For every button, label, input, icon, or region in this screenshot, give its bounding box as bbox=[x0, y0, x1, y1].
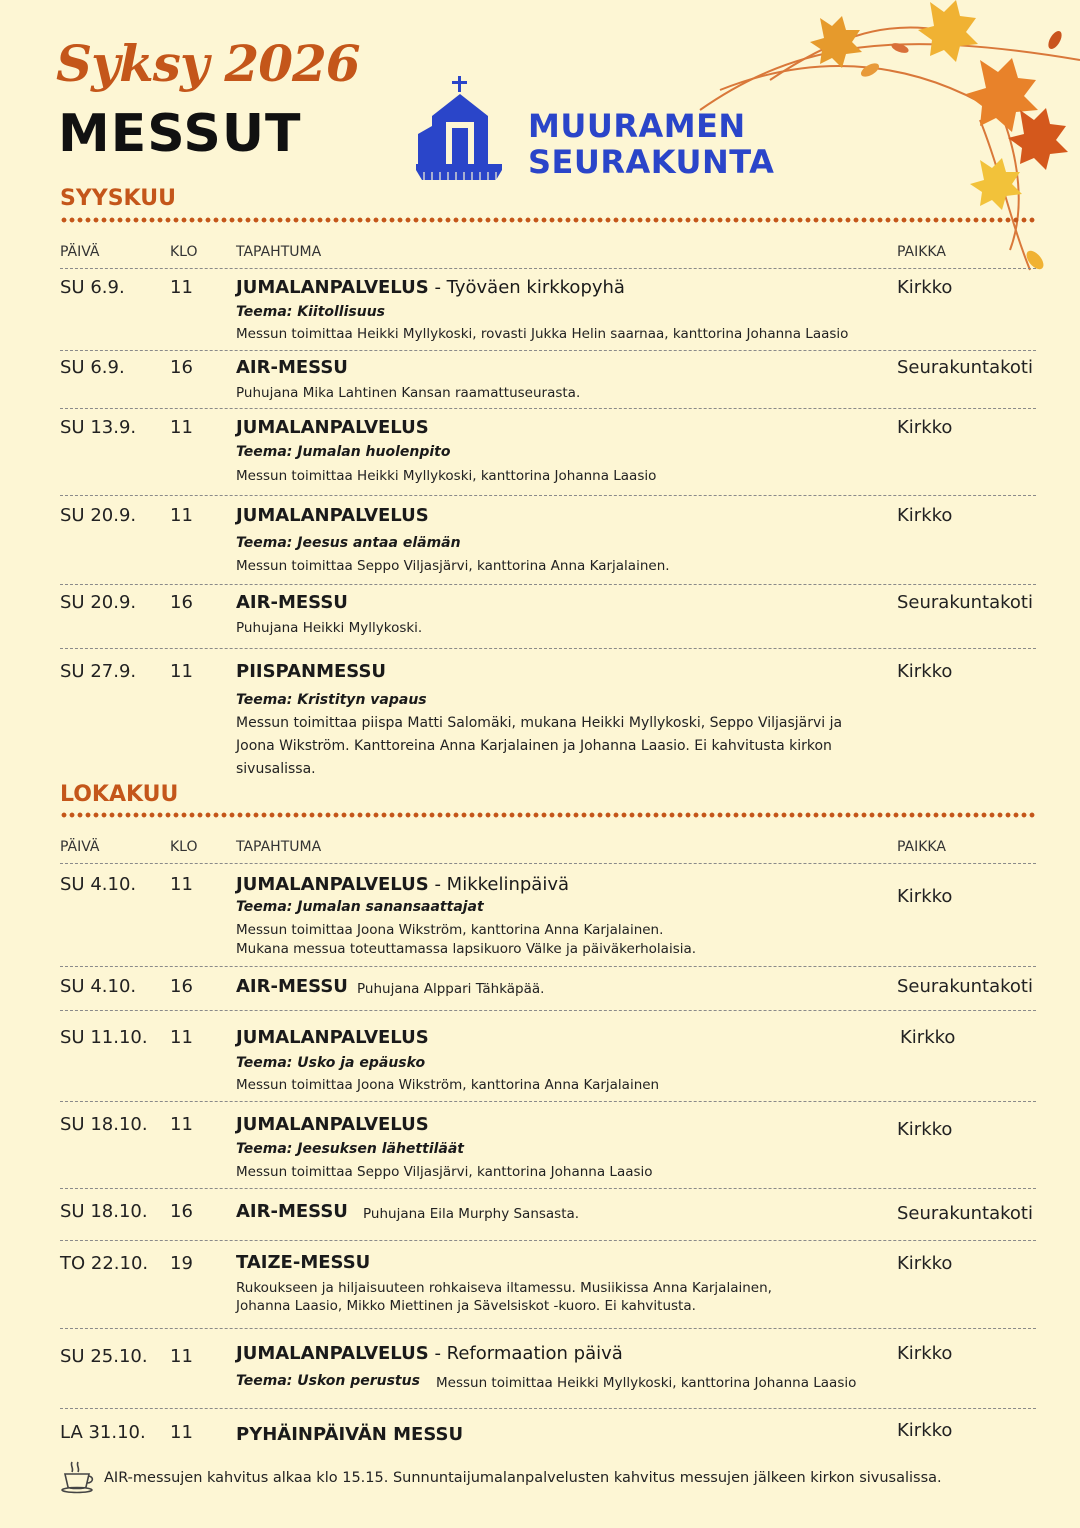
event-place: Kirkko bbox=[897, 661, 953, 682]
event-description: Puhujana Mika Lahtinen Kansan raamattuseurasta. bbox=[236, 385, 581, 401]
event-title: PIISPANMESSU bbox=[236, 661, 387, 682]
event-title: JUMALANPALVELUS bbox=[236, 1027, 429, 1048]
row-separator bbox=[60, 408, 1036, 409]
event-place: Kirkko bbox=[897, 505, 953, 526]
event-description-2: Mukana messua toteuttamassa lapsikuoro Välke ja päiväkerholaisia. bbox=[236, 941, 697, 957]
page-subtitle: Syksy 2026 bbox=[56, 34, 360, 93]
event-date: SU 6.9. bbox=[60, 357, 125, 378]
logo-line-2: SEURAKUNTA bbox=[528, 143, 775, 181]
event-time: 16 bbox=[170, 1201, 193, 1222]
row-separator bbox=[60, 1408, 1036, 1409]
event-theme: Teema: Jumalan sanansaattajat bbox=[236, 899, 484, 915]
event-date: SU 6.9. bbox=[60, 277, 125, 298]
column-header-place: PAIKKA bbox=[897, 839, 946, 855]
event-title: JUMALANPALVELUS bbox=[236, 1114, 429, 1135]
row-separator bbox=[60, 350, 1036, 351]
event-title: JUMALANPALVELUS bbox=[236, 505, 429, 526]
column-header-time: KLO bbox=[170, 244, 198, 260]
event-description: Messun toimittaa Heikki Myllykoski, kanttorina Johanna Laasio bbox=[236, 468, 657, 484]
row-separator bbox=[60, 966, 1036, 967]
row-separator bbox=[60, 1101, 1036, 1102]
dotted-divider bbox=[60, 812, 1036, 818]
event-theme: Teema: Jeesuksen lähettiläät bbox=[236, 1141, 464, 1157]
event-date: SU 20.9. bbox=[60, 592, 137, 613]
event-description: Rukoukseen ja hiljaisuuteen rohkaiseva iltamessu. Musiikissa Anna Karjalainen, bbox=[236, 1280, 772, 1296]
row-separator bbox=[60, 495, 1036, 496]
event-place: Seurakuntakoti bbox=[897, 592, 1033, 613]
event-time: 11 bbox=[170, 874, 193, 895]
event-time: 11 bbox=[170, 1114, 193, 1135]
event-place: Seurakuntakoti bbox=[897, 1203, 1033, 1224]
event-theme: Teema: Jeesus antaa elämän bbox=[236, 535, 461, 551]
event-title: AIR-MESSU bbox=[236, 592, 348, 613]
event-theme: Teema: Uskon perustus bbox=[236, 1373, 420, 1389]
event-inline-note: Puhujana Eila Murphy Sansasta. bbox=[363, 1206, 580, 1222]
event-title: TAIZE-MESSU bbox=[236, 1252, 371, 1273]
page-title: MESSUT bbox=[58, 104, 302, 164]
event-subtitle: - Mikkelinpäivä bbox=[428, 874, 570, 895]
event-title: AIR-MESSU bbox=[236, 1201, 348, 1222]
event-place: Kirkko bbox=[897, 886, 953, 907]
event-title-line bbox=[236, 976, 348, 997]
event-title-line bbox=[236, 1201, 348, 1222]
church-logo-icon bbox=[414, 76, 504, 180]
event-title-line bbox=[236, 1343, 623, 1364]
event-time: 11 bbox=[170, 1422, 193, 1443]
column-header-time: KLO bbox=[170, 839, 198, 855]
event-title: PYHÄINPÄIVÄN MESSU bbox=[236, 1424, 464, 1445]
column-header-date: PÄIVÄ bbox=[60, 839, 100, 855]
event-subtitle: - Työväen kirkkopyhä bbox=[428, 277, 625, 298]
event-title-line bbox=[236, 1424, 463, 1445]
event-description-2: Johanna Laasio, Mikko Miettinen ja Sävelsiskot -kuoro. Ei kahvitusta. bbox=[236, 1298, 696, 1314]
event-description: Messun toimittaa Seppo Viljasjärvi, kanttorina Anna Karjalainen. bbox=[236, 558, 670, 574]
column-header-date: PÄIVÄ bbox=[60, 244, 100, 260]
event-date: SU 20.9. bbox=[60, 505, 137, 526]
event-title-line bbox=[236, 277, 625, 298]
event-time: 11 bbox=[170, 1027, 193, 1048]
event-title: JUMALANPALVELUS bbox=[236, 417, 429, 438]
event-description: Messun toimittaa piispa Matti Salomäki, mukana Heikki Myllykoski, Seppo Viljasjärvi ja Joona Wikström. Kanttoreina Anna Karjalainen ja Johanna Laasio. Ei kahvitusta kirkon sivusalissa. bbox=[236, 715, 843, 777]
event-theme: Teema: Usko ja epäusko bbox=[236, 1055, 426, 1071]
event-description: Puhujana Heikki Myllykoski. bbox=[236, 620, 423, 636]
event-place: Kirkko bbox=[900, 1027, 956, 1048]
column-header-event: TAPAHTUMA bbox=[236, 244, 322, 260]
event-description: Messun toimittaa Seppo Viljasjärvi, kanttorina Johanna Laasio bbox=[236, 1164, 653, 1180]
row-separator bbox=[60, 1240, 1036, 1241]
event-description: Messun toimittaa Joona Wikström, kanttorina Anna Karjalainen bbox=[236, 1077, 660, 1093]
event-place: Kirkko bbox=[897, 1253, 953, 1274]
autumn-leaves-decoration bbox=[680, 0, 1080, 290]
column-header-event: TAPAHTUMA bbox=[236, 839, 322, 855]
dotted-divider bbox=[60, 217, 1036, 223]
row-separator bbox=[60, 1328, 1036, 1329]
logo-line-1: MUURAMEN bbox=[528, 107, 746, 145]
event-title-line bbox=[236, 1027, 429, 1048]
event-time: 16 bbox=[170, 976, 193, 997]
event-description: Messun toimittaa Heikki Myllykoski, kanttorina Johanna Laasio bbox=[436, 1375, 857, 1391]
event-time: 11 bbox=[170, 661, 193, 682]
month-heading-syyskuu: SYYSKUU bbox=[60, 186, 176, 211]
event-title-line bbox=[236, 661, 386, 682]
event-place: Kirkko bbox=[897, 417, 953, 438]
event-time: 19 bbox=[170, 1253, 193, 1274]
event-date: SU 4.10. bbox=[60, 874, 137, 895]
event-date: SU 11.10. bbox=[60, 1027, 148, 1048]
row-separator bbox=[60, 648, 1036, 649]
event-time: 11 bbox=[170, 417, 193, 438]
event-title: AIR-MESSU bbox=[236, 976, 348, 997]
event-place: Kirkko bbox=[897, 1420, 953, 1441]
event-date: SU 4.10. bbox=[60, 976, 137, 997]
row-separator bbox=[60, 863, 1036, 864]
event-date: SU 18.10. bbox=[60, 1201, 148, 1222]
event-date: TO 22.10. bbox=[60, 1253, 149, 1274]
coffee-cup-icon bbox=[60, 1460, 96, 1494]
event-title: JUMALANPALVELUS bbox=[236, 1343, 429, 1364]
event-title-line bbox=[236, 592, 348, 613]
row-separator bbox=[60, 268, 1036, 269]
event-title-line bbox=[236, 874, 569, 895]
event-description: Messun toimittaa Joona Wikström, kanttorina Anna Karjalainen. bbox=[236, 922, 664, 938]
event-date: LA 31.10. bbox=[60, 1422, 146, 1443]
row-separator bbox=[60, 1188, 1036, 1189]
event-place: Seurakuntakoti bbox=[897, 976, 1033, 997]
event-theme: Teema: Jumalan huolenpito bbox=[236, 444, 451, 460]
event-time: 16 bbox=[170, 592, 193, 613]
event-date: SU 13.9. bbox=[60, 417, 137, 438]
row-separator bbox=[60, 584, 1036, 585]
event-time: 11 bbox=[170, 505, 193, 526]
event-date: SU 18.10. bbox=[60, 1114, 148, 1135]
event-theme: Teema: Kristityn vapaus bbox=[236, 692, 427, 708]
event-title-line bbox=[236, 1252, 370, 1273]
event-place: Seurakuntakoti bbox=[897, 357, 1033, 378]
event-subtitle: - Reformaation päivä bbox=[428, 1343, 623, 1364]
event-place: Kirkko bbox=[897, 1119, 953, 1140]
event-date: SU 25.10. bbox=[60, 1346, 148, 1367]
event-title-line bbox=[236, 505, 429, 526]
event-description: Messun toimittaa Heikki Myllykoski, rovasti Jukka Helin saarnaa, kanttorina Johanna Laasio bbox=[236, 326, 849, 342]
event-title: AIR-MESSU bbox=[236, 357, 348, 378]
event-title-line bbox=[236, 417, 429, 438]
event-theme: Teema: Kiitollisuus bbox=[236, 304, 385, 320]
event-title-line bbox=[236, 1114, 429, 1135]
event-inline-note: Puhujana Alppari Tähkäpää. bbox=[357, 981, 545, 997]
event-title: JUMALANPALVELUS bbox=[236, 277, 429, 298]
month-heading-lokakuu: LOKAKUU bbox=[60, 782, 179, 807]
event-time: 11 bbox=[170, 1346, 193, 1367]
footer-note: AIR-messujen kahvitus alkaa klo 15.15. Sunnuntaijumalanpalvelusten kahvitus messujen jälkeen kirkon sivusalissa. bbox=[104, 1470, 942, 1486]
event-title: JUMALANPALVELUS bbox=[236, 874, 429, 895]
event-place: Kirkko bbox=[897, 277, 953, 298]
event-time: 16 bbox=[170, 357, 193, 378]
column-header-place: PAIKKA bbox=[897, 244, 946, 260]
event-time: 11 bbox=[170, 277, 193, 298]
row-separator bbox=[60, 1010, 1036, 1011]
event-date: SU 27.9. bbox=[60, 661, 137, 682]
event-place: Kirkko bbox=[897, 1343, 953, 1364]
event-title-line bbox=[236, 357, 348, 378]
